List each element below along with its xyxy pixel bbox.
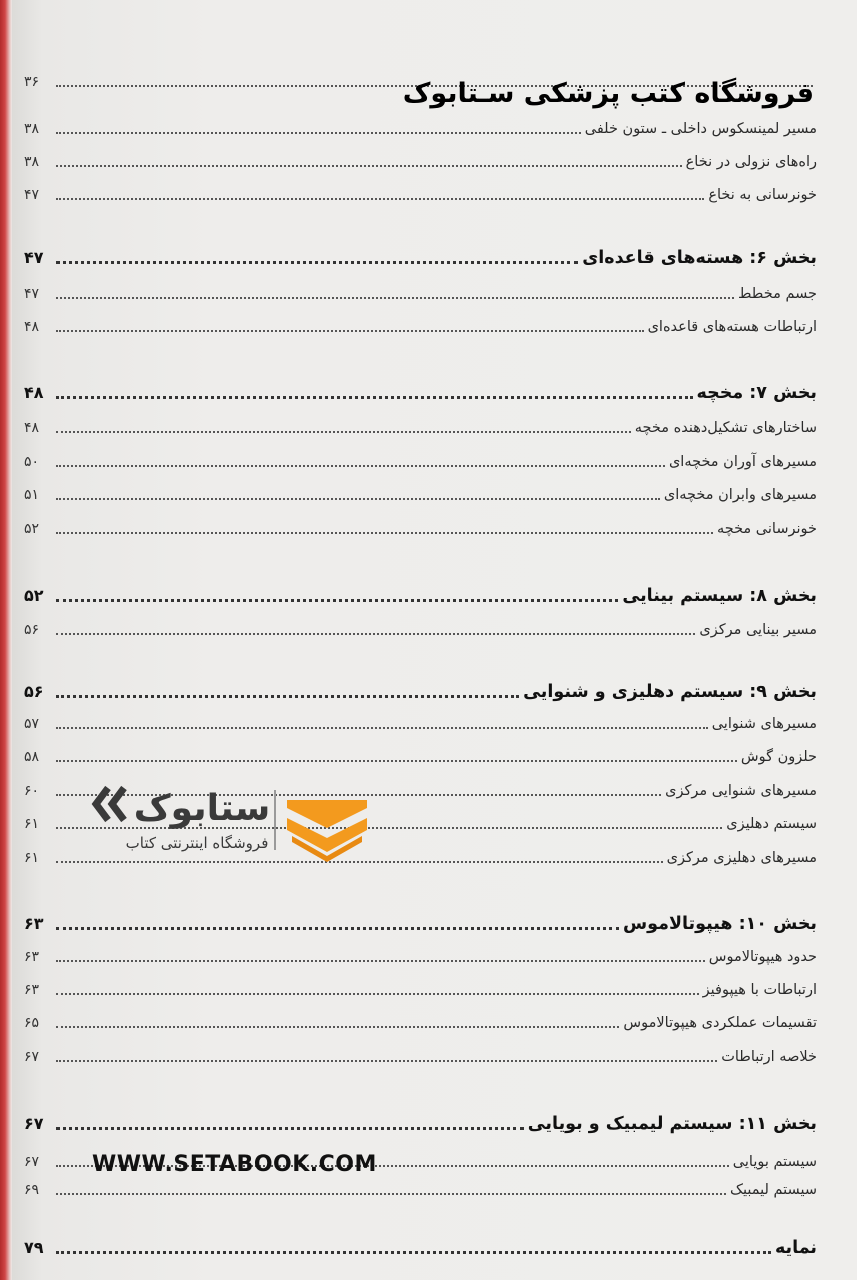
toc-section-heading <box>24 1108 817 1136</box>
toc-leader-dots <box>56 927 619 930</box>
toc-leader-dots <box>56 198 704 200</box>
toc-entry <box>24 183 817 205</box>
toc-section-heading <box>24 676 817 704</box>
toc-entry-title: ساختارهای تشکیل‌دهنده مخچه <box>634 420 817 436</box>
toc-leader-dots <box>56 695 519 698</box>
toc-entry-page: ۶۷ <box>24 1049 40 1065</box>
toc-entry-title: سیستم دهلیزی <box>726 816 817 832</box>
toc-entry <box>24 978 817 1000</box>
toc-leader-dots <box>56 498 660 500</box>
brand-name-fa: ستابوک <box>133 788 271 829</box>
toc-entry-page: ۶۳ <box>24 949 40 965</box>
toc-entry-page: ۴۸ <box>24 319 40 335</box>
toc-section-title: بخش ۶: هسته‌های قاعده‌ای <box>582 248 817 268</box>
setabook-logo <box>72 770 382 885</box>
toc-entry-title: حلزون گوش <box>740 749 817 765</box>
toc-entry-page: ۳۸ <box>24 154 40 170</box>
toc-leader-dots <box>56 261 578 264</box>
brand-tagline: فروشگاه اینترنتی کتاب <box>125 834 269 852</box>
toc-entry <box>24 712 817 734</box>
toc-entry <box>24 150 817 172</box>
toc-entry <box>24 945 817 967</box>
toc-section-page: ۷۹ <box>24 1238 44 1257</box>
toc-section-title: بخش ۱۰: هیپوتالاموس <box>622 914 817 934</box>
toc-entry-title: مسیرهای آوران مخچه‌ای <box>668 454 817 470</box>
toc-entry-title: مسیر بینایی مرکزی <box>699 622 817 638</box>
toc-leader-dots <box>56 431 631 433</box>
toc-entry <box>24 1045 817 1067</box>
toc-entry-title: سیستم لیمبیک <box>730 1182 817 1198</box>
toc-section-page: ۶۳ <box>24 914 44 933</box>
toc-entry-title: تقسیمات عملکردی هیپوتالاموس <box>623 1015 817 1031</box>
toc-leader-dots <box>56 1026 619 1028</box>
toc-section-heading <box>24 377 817 405</box>
toc-entry <box>24 745 817 767</box>
toc-entry-page: ۶۱ <box>24 850 40 866</box>
toc-section-heading <box>24 242 817 270</box>
brand-chevrons-icon <box>96 788 124 820</box>
toc-leader-dots <box>56 760 737 762</box>
toc-entry <box>24 450 817 472</box>
store-watermark-title: فروشگاه کتب پزشکی سـتابوک <box>402 78 814 109</box>
toc-entry-page: ۶۹ <box>24 1182 40 1198</box>
logo-divider <box>274 790 276 850</box>
toc-entry-page: ۵۷ <box>24 716 40 732</box>
toc-entry-page: ۶۷ <box>24 1154 40 1170</box>
toc-entry-title: خونرسانی مخچه <box>716 521 817 537</box>
toc-leader-dots <box>56 599 618 602</box>
toc-section-page: ۵۶ <box>24 682 44 701</box>
table-of-contents <box>12 0 857 1280</box>
toc-entry-page: ۵۱ <box>24 487 40 503</box>
toc-entry-page: ۳۶ <box>24 74 40 90</box>
toc-entry-page: ۵۰ <box>24 454 40 470</box>
toc-leader-dots <box>56 465 665 467</box>
toc-section-title: بخش ۱۱: سیستم لیمبیک و بویایی <box>527 1114 817 1134</box>
toc-entry <box>24 517 817 539</box>
toc-entry <box>24 117 817 139</box>
toc-section-page: ۴۸ <box>24 383 44 402</box>
toc-entry <box>24 315 817 337</box>
toc-leader-dots <box>56 1251 771 1254</box>
toc-entry-title: مسیرهای وابران مخچه‌ای <box>663 487 817 503</box>
toc-entry-page: ۶۱ <box>24 816 40 832</box>
toc-section-title: بخش ۸: سیستم بینایی <box>622 586 817 606</box>
toc-leader-dots <box>56 1127 524 1130</box>
toc-leader-dots <box>56 960 705 962</box>
toc-entry-page: ۶۰ <box>24 783 40 799</box>
toc-entry-title: مسیرهای دهلیزی مرکزی <box>666 850 817 866</box>
toc-entry-title: مسیرهای شنوایی مرکزی <box>665 783 817 799</box>
toc-entry-title: راه‌های نزولی در نخاع <box>685 154 817 170</box>
toc-entry-title: جسم مخطط <box>738 286 817 302</box>
book-stack-icon <box>287 800 367 862</box>
toc-entry <box>24 618 817 640</box>
toc-entry-page: ۴۷ <box>24 286 40 302</box>
toc-entry-page: ۵۸ <box>24 749 40 765</box>
toc-leader-dots <box>56 165 682 167</box>
toc-leader-dots <box>56 330 644 332</box>
toc-entry-page: ۴۷ <box>24 187 40 203</box>
toc-section-heading <box>24 908 817 936</box>
toc-entry-page: ۴۸ <box>24 420 40 436</box>
toc-entry-title: مسیر لمینسکوس داخلی ـ ستون خلفی <box>584 121 817 137</box>
toc-entry-title: ارتباطات با هیپوفیز <box>702 982 817 998</box>
toc-leader-dots <box>56 297 734 299</box>
toc-entry-title: مسیرهای شنوایی <box>711 716 817 732</box>
toc-leader-dots <box>56 1060 717 1062</box>
toc-leader-dots <box>56 993 699 995</box>
toc-entry-page: ۶۳ <box>24 982 40 998</box>
store-website-url: WWW.SETABOOK.COM <box>92 1152 377 1177</box>
toc-section-title: بخش ۷: مخچه <box>696 383 817 403</box>
toc-entry-page: ۵۲ <box>24 521 40 537</box>
toc-leader-dots <box>56 132 581 134</box>
toc-entry <box>24 282 817 304</box>
toc-section-title: بخش ۹: سیستم دهلیزی و شنوایی <box>523 682 817 702</box>
toc-entry <box>24 483 817 505</box>
toc-section-heading <box>24 580 817 608</box>
toc-section-page: ۴۷ <box>24 248 44 267</box>
toc-leader-dots <box>56 633 695 635</box>
toc-entry <box>24 1011 817 1033</box>
toc-section-title: نمایه <box>774 1238 817 1258</box>
book-spine-edge <box>0 0 12 1280</box>
toc-page <box>12 0 857 1280</box>
toc-entry-page: ۶۵ <box>24 1015 40 1031</box>
toc-leader-dots <box>56 396 693 399</box>
toc-entry-title: حدود هیپوتالاموس <box>708 949 817 965</box>
toc-entry-page: ۳۸ <box>24 121 40 137</box>
toc-section-page: ۵۲ <box>24 586 44 605</box>
toc-leader-dots <box>56 1193 726 1195</box>
toc-section-page: ۶۷ <box>24 1114 44 1133</box>
toc-entry-title: خونرسانی به نخاع <box>708 187 817 203</box>
toc-entry <box>24 1178 817 1200</box>
toc-leader-dots <box>56 727 708 729</box>
toc-entry <box>24 416 817 438</box>
toc-entry-title: سیستم بویایی <box>732 1154 817 1170</box>
toc-section-heading <box>24 1232 817 1260</box>
toc-leader-dots <box>56 532 713 534</box>
toc-entry-title: خلاصه ارتباطات <box>721 1049 817 1065</box>
toc-entry-title: ارتباطات هسته‌های قاعده‌ای <box>647 319 817 335</box>
toc-entry-page: ۵۶ <box>24 622 40 638</box>
